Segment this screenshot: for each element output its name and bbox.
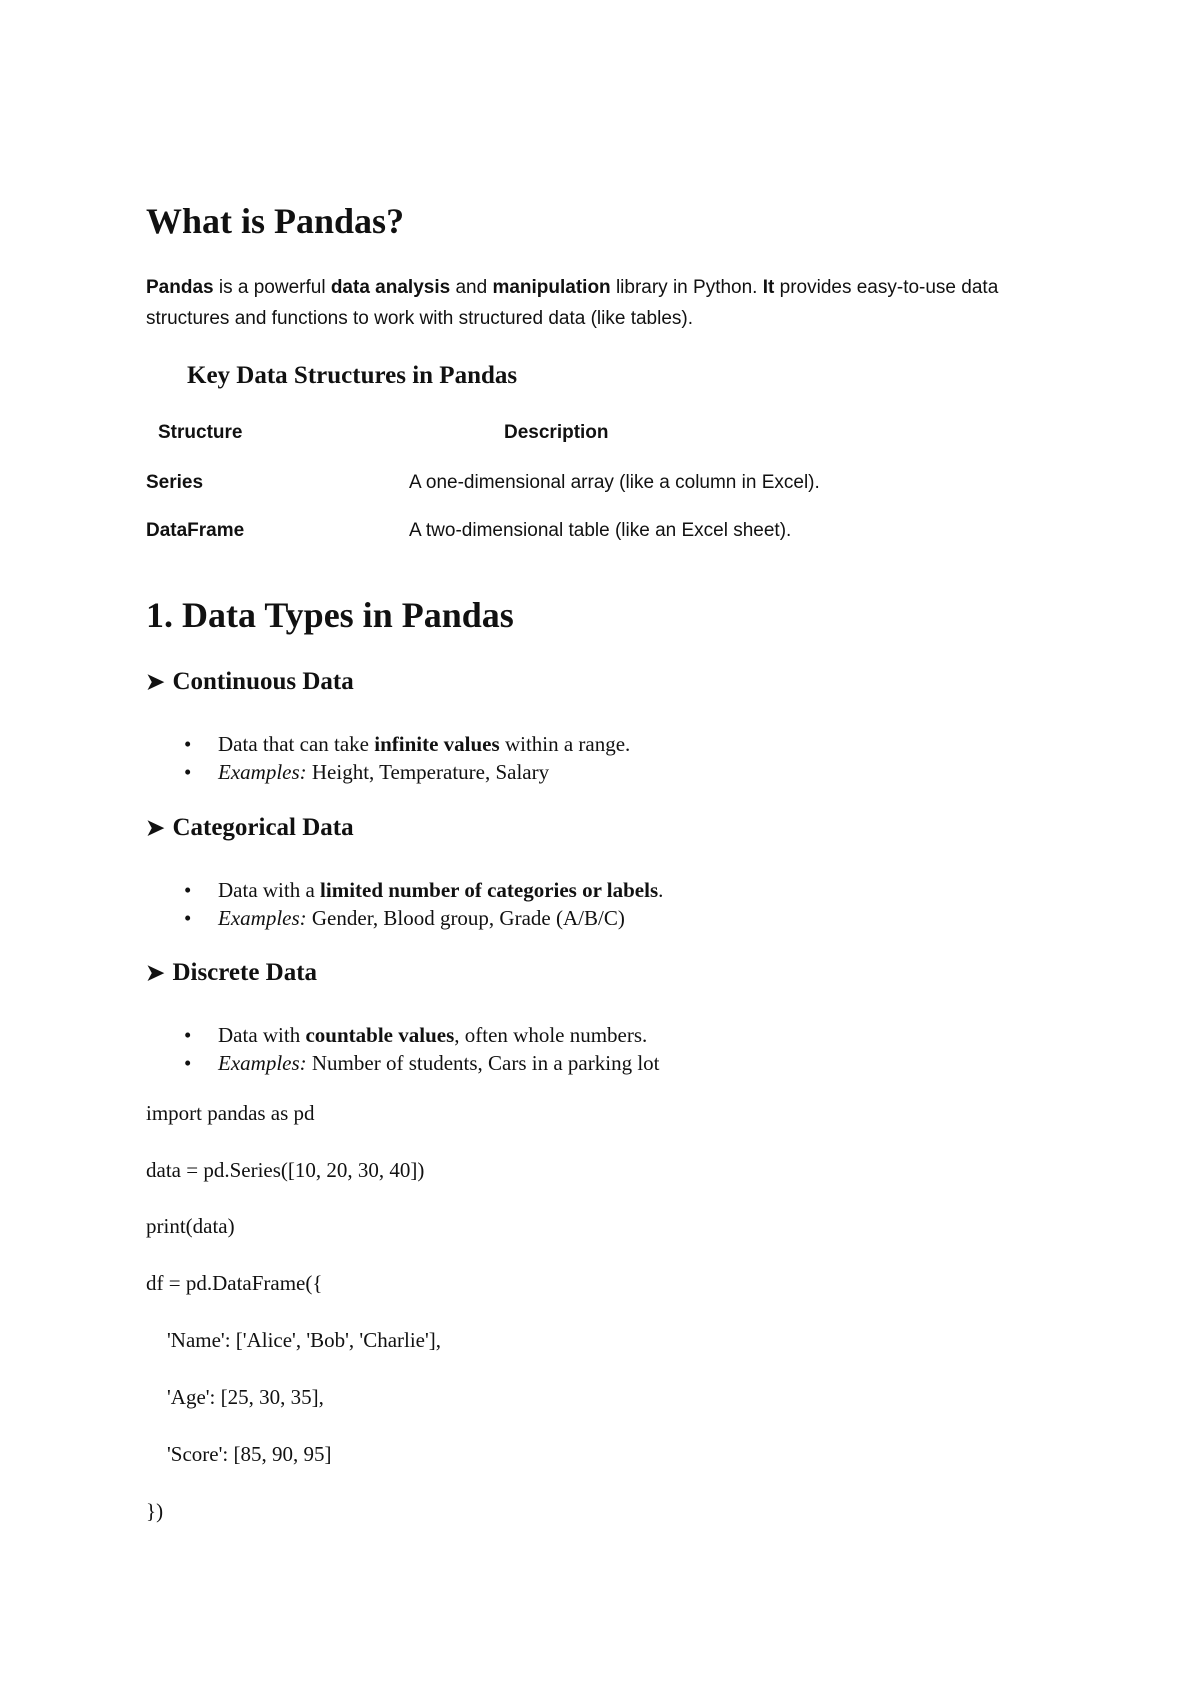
intro-paragraph [146, 272, 1076, 334]
code-line: 'Score': [85, 90, 95] [146, 1442, 332, 1466]
categorical-data-title: Categorical Data [172, 814, 354, 841]
intro-bold-pandas: Pandas [146, 277, 214, 298]
examples-label: Examples: [218, 760, 307, 784]
bullet-icon: • [184, 732, 192, 756]
bullet-icon: • [184, 1023, 192, 1047]
intro-text-1: is a powerful [213, 277, 331, 298]
structures-table-header [0, 422, 1200, 452]
intro-bold-it: It [762, 277, 775, 298]
bullet-icon: • [184, 1051, 192, 1075]
categorical-data-list [146, 876, 663, 932]
code-line: import pandas as pd [146, 1101, 315, 1125]
row-structure-name: Series [146, 472, 204, 493]
list-item [146, 758, 630, 786]
bullet-bold-text: limited number of categories or labels [320, 878, 659, 902]
intro-bold-manipulation: manipulation [492, 277, 611, 298]
examples-text: Gender, Blood group, Grade (A/B/C) [306, 906, 625, 930]
examples-text: Number of students, Cars in a parking lot [306, 1051, 660, 1075]
section-title: 1. Data Types in Pandas [146, 595, 514, 635]
bullet-text: , often whole numbers. [454, 1023, 648, 1047]
bullet-text: . [658, 878, 664, 902]
examples-label: Examples: [218, 906, 307, 930]
header-description: Description [504, 422, 609, 443]
code-line: print(data) [146, 1214, 235, 1238]
list-item [146, 876, 663, 904]
bullet-text: Data with [218, 1023, 306, 1047]
examples-text: Height, Temperature, Salary [306, 760, 550, 784]
arrow-icon: ➤ [146, 815, 165, 840]
list-item [146, 730, 630, 758]
intro-text-2: and [450, 277, 493, 298]
key-structures-heading: Key Data Structures in Pandas [187, 362, 518, 389]
row-structure-description: A one-dimensional array (like a column in Excel). [409, 472, 820, 493]
code-line: 'Age': [25, 30, 35], [146, 1385, 324, 1409]
list-item [146, 904, 663, 932]
bullet-icon: • [184, 878, 192, 902]
categorical-data-heading [146, 814, 354, 842]
discrete-data-heading [146, 959, 317, 987]
bullet-icon: • [184, 906, 192, 930]
intro-bold-data-analysis: data analysis [330, 277, 451, 298]
intro-text-3: library in Python. [610, 277, 763, 298]
continuous-data-list [146, 730, 630, 786]
arrow-icon: ➤ [146, 669, 165, 694]
row-structure-description: A two-dimensional table (like an Excel sheet). [409, 520, 792, 541]
examples-label: Examples: [218, 1051, 307, 1075]
intro-text-4: provides easy-to-use data structures and functions to work with structured data (like tables). [146, 277, 999, 329]
code-line: 'Name': ['Alice', 'Bob', 'Charlie'], [146, 1328, 442, 1352]
bullet-text: Data that can take [218, 732, 375, 756]
header-structure: Structure [158, 422, 243, 443]
bullet-bold-text: countable values [305, 1023, 455, 1047]
page-title: What is Pandas? [146, 201, 405, 241]
bullet-icon: • [184, 760, 192, 784]
bullet-bold-text: infinite values [374, 732, 500, 756]
table-row [0, 520, 1200, 550]
continuous-data-title: Continuous Data [172, 668, 354, 695]
bullet-text: within a range. [499, 732, 631, 756]
table-row [0, 472, 1200, 502]
discrete-data-list [146, 1021, 660, 1077]
row-structure-name: DataFrame [146, 520, 245, 541]
continuous-data-heading [146, 668, 354, 696]
code-line: df = pd.DataFrame({ [146, 1271, 323, 1295]
list-item [146, 1049, 660, 1077]
bullet-text: Data with a [218, 878, 321, 902]
code-line: }) [146, 1499, 164, 1523]
list-item [146, 1021, 660, 1049]
code-line: data = pd.Series([10, 20, 30, 40]) [146, 1158, 425, 1182]
arrow-icon: ➤ [146, 960, 165, 985]
discrete-data-title: Discrete Data [172, 959, 318, 986]
